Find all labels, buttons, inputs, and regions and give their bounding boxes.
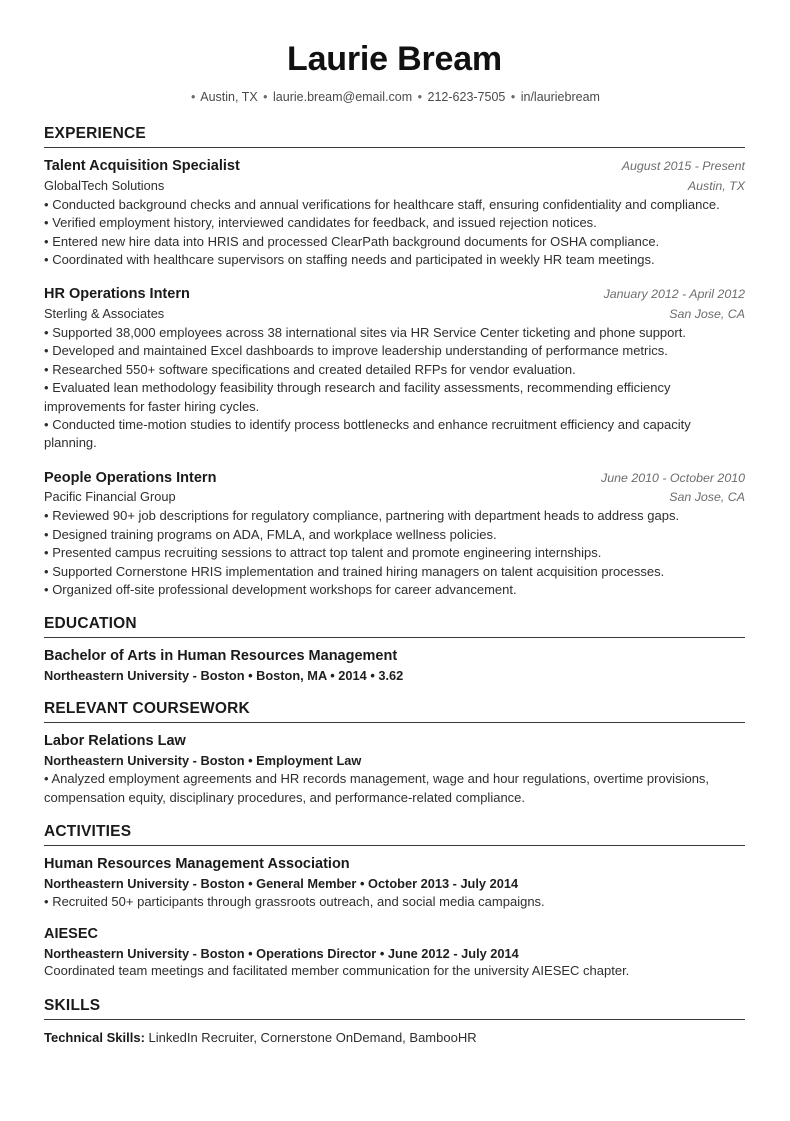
bullet-icon: • [44, 417, 49, 433]
activity-description: Coordinated team meetings and facilitated member communication for the university AIESEC chapter. [44, 963, 630, 979]
job-dates: August 2015 - Present [621, 159, 745, 174]
job-bullet-list [44, 324, 745, 453]
job-bullet-text: Supported 38,000 employees across 38 international sites via HR Service Center ticketing and phone support. [52, 324, 686, 340]
bullet-icon: • [44, 526, 49, 542]
section-title-experience: EXPERIENCE [44, 125, 745, 148]
job-bullet [44, 581, 745, 599]
bullet-icon: • [44, 893, 49, 909]
job-bullet [44, 416, 745, 453]
contact-location: Austin, TX [200, 90, 258, 105]
section-experience [44, 125, 745, 599]
job-bullet-text: Developed and maintained Excel dashboards to improve leadership understanding of performance metrics. [52, 343, 668, 359]
candidate-name: Laurie Bream [287, 40, 502, 78]
experience-entry [44, 469, 745, 600]
job-bullet [44, 214, 745, 232]
course-details: Northeastern University - Boston • Employment Law [44, 752, 362, 768]
contact-bullet-icon: • [191, 90, 196, 105]
bullet-icon: • [44, 361, 49, 377]
job-bullet-text: Researched 550+ software specifications and created detailed RFPs for vendor evaluation. [52, 361, 576, 377]
section-title-activities: ACTIVITIES [44, 823, 745, 846]
activity-bullet-list [44, 893, 745, 911]
bullet-icon: • [44, 324, 49, 340]
education-entry [44, 647, 745, 684]
job-dates: June 2010 - October 2010 [601, 470, 745, 485]
section-title-coursework: RELEVANT COURSEWORK [44, 700, 745, 723]
skills-label: Technical Skills: [44, 1029, 145, 1045]
bullet-icon: • [44, 343, 49, 359]
section-skills [44, 997, 745, 1048]
job-title: Talent Acquisition Specialist [44, 158, 240, 175]
bullet-icon: • [44, 545, 49, 561]
job-location: San Jose, CA [669, 490, 745, 505]
entry-sub-row [44, 488, 745, 506]
bullet-icon: • [44, 252, 49, 267]
skills-value: LinkedIn Recruiter, Cornerstone OnDemand, BambooHR [148, 1029, 477, 1045]
experience-entry [44, 157, 745, 269]
activity-entry [44, 855, 745, 911]
contact-bullet-icon: • [510, 90, 516, 105]
contact-phone[interactable]: 212-623-7505 [427, 90, 506, 105]
job-bullet [44, 526, 745, 544]
job-bullet-text: Verified employment history, interviewed candidates for feedback, and issued rejection notices. [52, 215, 597, 231]
job-bullet [44, 563, 745, 581]
course-bullet [44, 770, 745, 807]
job-location: San Jose, CA [669, 307, 745, 322]
job-bullet [44, 342, 745, 360]
job-location: Austin, TX [687, 178, 745, 193]
bullet-icon: • [44, 508, 49, 524]
contact-bullet-icon: • [263, 90, 268, 105]
job-title: HR Operations Intern [44, 286, 190, 303]
course-bullet-text: Analyzed employment agreements and HR records management, wage and hour regulations, overtime provisions, compensation equity, disciplinary procedures, and performance-related compliance. [44, 771, 710, 805]
course-title: Labor Relations Law [44, 733, 186, 750]
job-dates: January 2012 - April 2012 [603, 287, 745, 302]
job-title: People Operations Intern [44, 469, 217, 486]
job-bullet [44, 544, 745, 562]
resume-header [44, 40, 745, 105]
job-bullet-text: Conducted background checks and annual verifications for healthcare staff, ensuring confidentiality and compliance. [52, 196, 720, 212]
entry-sub-row [44, 177, 745, 195]
job-bullet-text: Designed training programs on ADA, FMLA, and workplace wellness policies. [52, 526, 497, 542]
experience-entry [44, 285, 745, 452]
contact-linkedin[interactable]: in/lauriebream [520, 90, 600, 105]
job-bullet-text: Supported Cornerstone HRIS implementation and trained hiring managers on talent acquisition processes. [52, 563, 665, 579]
job-bullet-text: Organized off-site professional development workshops for career advancement. [52, 582, 517, 598]
company-name: Pacific Financial Group [44, 489, 176, 505]
entry-sub-row [44, 305, 745, 323]
entry-header-row [44, 157, 745, 177]
bullet-icon: • [44, 380, 49, 396]
activity-details: Northeastern University - Boston • General Member • October 2013 - July 2014 [44, 875, 519, 891]
job-bullet-text: Conducted time-motion studies to identify process bottlenecks and enhance recruitment efficiency and capacity planning. [44, 417, 691, 451]
activity-bullet [44, 893, 745, 911]
contact-email[interactable]: laurie.bream@email.com [273, 90, 413, 105]
job-bullet-text: Entered new hire data into HRIS and processed ClearPath background documents for OSHA compliance. [52, 233, 660, 249]
job-bullet-text: Coordinated with healthcare supervisors on staffing needs and participated in weekly HR team meetings. [52, 252, 655, 267]
activity-title: Human Resources Management Association [44, 856, 350, 873]
bullet-icon: • [44, 233, 49, 249]
bullet-icon: • [44, 771, 49, 787]
job-bullet [44, 196, 745, 214]
degree-title: Bachelor of Arts in Human Resources Management [44, 648, 398, 665]
job-bullet [44, 251, 745, 269]
section-activities [44, 823, 745, 981]
section-coursework [44, 700, 745, 807]
section-title-education: EDUCATION [44, 615, 745, 638]
section-title-skills: SKILLS [44, 997, 745, 1020]
company-name: GlobalTech Solutions [44, 177, 165, 193]
job-bullet [44, 379, 745, 416]
job-bullet [44, 324, 745, 342]
activity-details: Northeastern University - Boston • Operations Director • June 2012 - July 2014 [44, 945, 519, 961]
contact-bullet-icon: • [417, 90, 423, 105]
job-bullet-list [44, 196, 745, 270]
activity-bullet-text: Recruited 50+ participants through grassroots outreach, and social media campaigns. [52, 893, 545, 909]
entry-header-row [44, 469, 745, 489]
job-bullet [44, 361, 745, 379]
job-bullet-text: Evaluated lean methodology feasibility through research and facility assessments, recommending efficiency improvements for faster hiring cycles. [44, 380, 671, 414]
company-name: Sterling & Associates [44, 306, 165, 322]
job-bullet-text: Presented campus recruiting sessions to attract top talent and promote engineering internships. [52, 545, 602, 561]
bullet-icon: • [44, 196, 49, 212]
job-bullet-list [44, 507, 745, 599]
course-bullet-list [44, 770, 745, 807]
job-bullet [44, 233, 745, 251]
bullet-icon: • [44, 582, 49, 598]
activity-title: AIESEC [44, 926, 98, 943]
contact-line [44, 89, 745, 105]
bullet-icon: • [44, 215, 49, 231]
skills-line [44, 1029, 745, 1048]
section-education [44, 615, 745, 684]
coursework-entry [44, 732, 745, 807]
bullet-icon: • [44, 563, 49, 579]
activity-entry [44, 925, 745, 980]
job-bullet-text: Reviewed 90+ job descriptions for regulatory compliance, partnering with department heads to address gaps. [52, 508, 680, 524]
job-bullet [44, 507, 745, 525]
school-details: Northeastern University - Boston • Boston, MA • 2014 • 3.62 [44, 668, 404, 684]
entry-header-row [44, 285, 745, 305]
